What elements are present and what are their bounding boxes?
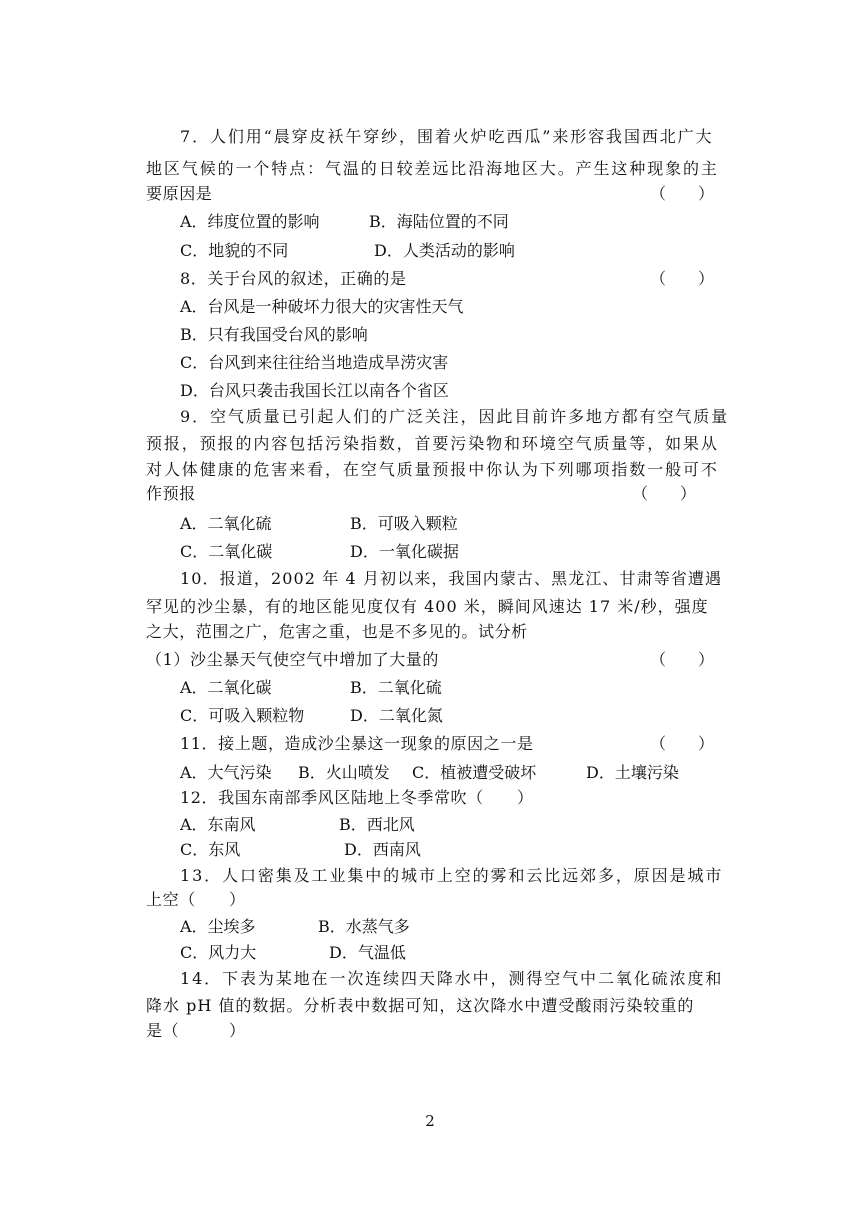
- question-9-line-2: 预报，预报的内容包括污染指数，首要污染物和环境空气质量等，如果从: [146, 434, 719, 453]
- page-number: 2: [425, 1112, 435, 1130]
- question-13-option-a[interactable]: A．尘埃多: [180, 917, 256, 936]
- question-11-option-b[interactable]: B．火山喷发: [298, 763, 390, 782]
- question-12-stem: 12．我国东南部季风区陆地上冬季常吹（ ）: [180, 788, 534, 807]
- question-10-line-1: 10．报道，2002 年 4 月初以来，我国内蒙古、黑龙江、甘肃等省遭遇: [180, 569, 723, 588]
- question-10-option-a[interactable]: A．二氧化碳: [180, 678, 272, 697]
- question-13-line-1: 13．人口密集及工业集中的城市上空的雾和云比远郊多，原因是城市: [180, 866, 724, 885]
- question-8-option-c[interactable]: C．台风到来往往给当地造成旱涝灾害: [180, 353, 449, 372]
- question-13-option-d[interactable]: D．气温低: [329, 943, 406, 962]
- question-9-option-a[interactable]: A．二氧化硫: [180, 514, 272, 533]
- question-7-line-1: 7．人们用“晨穿皮袄午穿纱，围着火炉吃西瓜”来形容我国西北广大: [180, 127, 714, 146]
- question-12-option-d[interactable]: D．西南风: [344, 840, 421, 859]
- question-9-line-4: 作预报: [146, 484, 196, 503]
- question-14-line-1: 14．下表为某地在一次连续四天降水中，测得空气中二氧化硫浓度和: [180, 969, 724, 988]
- question-8-option-d[interactable]: D．台风只袭击我国长江以南各个省区: [180, 381, 449, 400]
- question-9-option-b[interactable]: B．可吸入颗粒: [350, 514, 458, 533]
- question-13-line-2: 上空（ ）: [146, 890, 246, 909]
- question-7-line-2: 地区气候的一个特点：气温的日较差远比沿海地区大。产生这种现象的主: [146, 159, 719, 178]
- question-7-option-c[interactable]: C．地貌的不同: [180, 241, 289, 260]
- question-12-option-b[interactable]: B．西北风: [339, 815, 415, 834]
- question-7-answer-blank[interactable]: （ ）: [649, 184, 714, 203]
- question-13-option-c[interactable]: C．风力大: [180, 943, 257, 962]
- question-10-answer-blank[interactable]: （ ）: [649, 650, 714, 669]
- question-11-answer-blank[interactable]: （ ）: [649, 734, 714, 753]
- question-8-answer-blank[interactable]: （ ）: [649, 269, 714, 288]
- question-10-option-d[interactable]: D．二氧化氮: [350, 706, 443, 725]
- question-12-option-c[interactable]: C．东风: [180, 840, 241, 859]
- question-10-option-b[interactable]: B．二氧化硫: [350, 678, 442, 697]
- question-7-option-a[interactable]: A．纬度位置的影响: [180, 212, 320, 231]
- question-8-option-b[interactable]: B．只有我国受台风的影响: [180, 325, 368, 344]
- question-8-stem: 8．关于台风的叙述，正确的是: [180, 269, 407, 288]
- question-9-line-1: 9．空气质量已引起人们的广泛关注，因此目前许多地方都有空气质量: [180, 407, 730, 426]
- question-11-option-a[interactable]: A．大气污染: [180, 763, 272, 782]
- question-10-subquestion-1: （1）沙尘暴天气使空气中增加了大量的: [146, 650, 439, 669]
- question-7-option-d[interactable]: D．人类活动的影响: [374, 241, 515, 260]
- question-14-line-2: 降水 pH 值的数据。分析表中数据可知，这次降水中遭受酸雨污染较重的: [146, 996, 695, 1015]
- question-9-option-c[interactable]: C．二氧化碳: [180, 542, 273, 561]
- question-11-stem: 11．接上题，造成沙尘暴这一现象的原因之一是: [180, 734, 534, 753]
- question-10-line-3: 之大，范围之广，危害之重，也是不多见的。试分析: [146, 622, 528, 641]
- question-12-option-a[interactable]: A．东南风: [180, 815, 256, 834]
- question-13-option-b[interactable]: B．水蒸气多: [318, 917, 410, 936]
- question-7-line-3: 要原因是: [146, 184, 213, 203]
- question-8-option-a[interactable]: A．台风是一种破坏力很大的灾害性天气: [180, 297, 464, 316]
- question-9-answer-blank[interactable]: （ ）: [631, 484, 696, 503]
- question-9-line-3: 对人体健康的危害来看，在空气质量预报中你认为下列哪项指数一般可不: [146, 460, 719, 479]
- question-7-option-b[interactable]: B．海陆位置的不同: [369, 212, 509, 231]
- question-11-option-d[interactable]: D．土壤污染: [586, 763, 679, 782]
- question-14-line-3: 是（ ）: [146, 1021, 246, 1040]
- question-9-option-d[interactable]: D．一氧化碳据: [350, 542, 459, 561]
- question-10-line-2: 罕见的沙尘暴，有的地区能见度仅有 400 米，瞬间风速达 17 米/秒，强度: [146, 597, 709, 616]
- question-10-option-c[interactable]: C．可吸入颗粒物: [180, 706, 305, 725]
- question-11-option-c[interactable]: C．植被遭受破坏: [412, 763, 537, 782]
